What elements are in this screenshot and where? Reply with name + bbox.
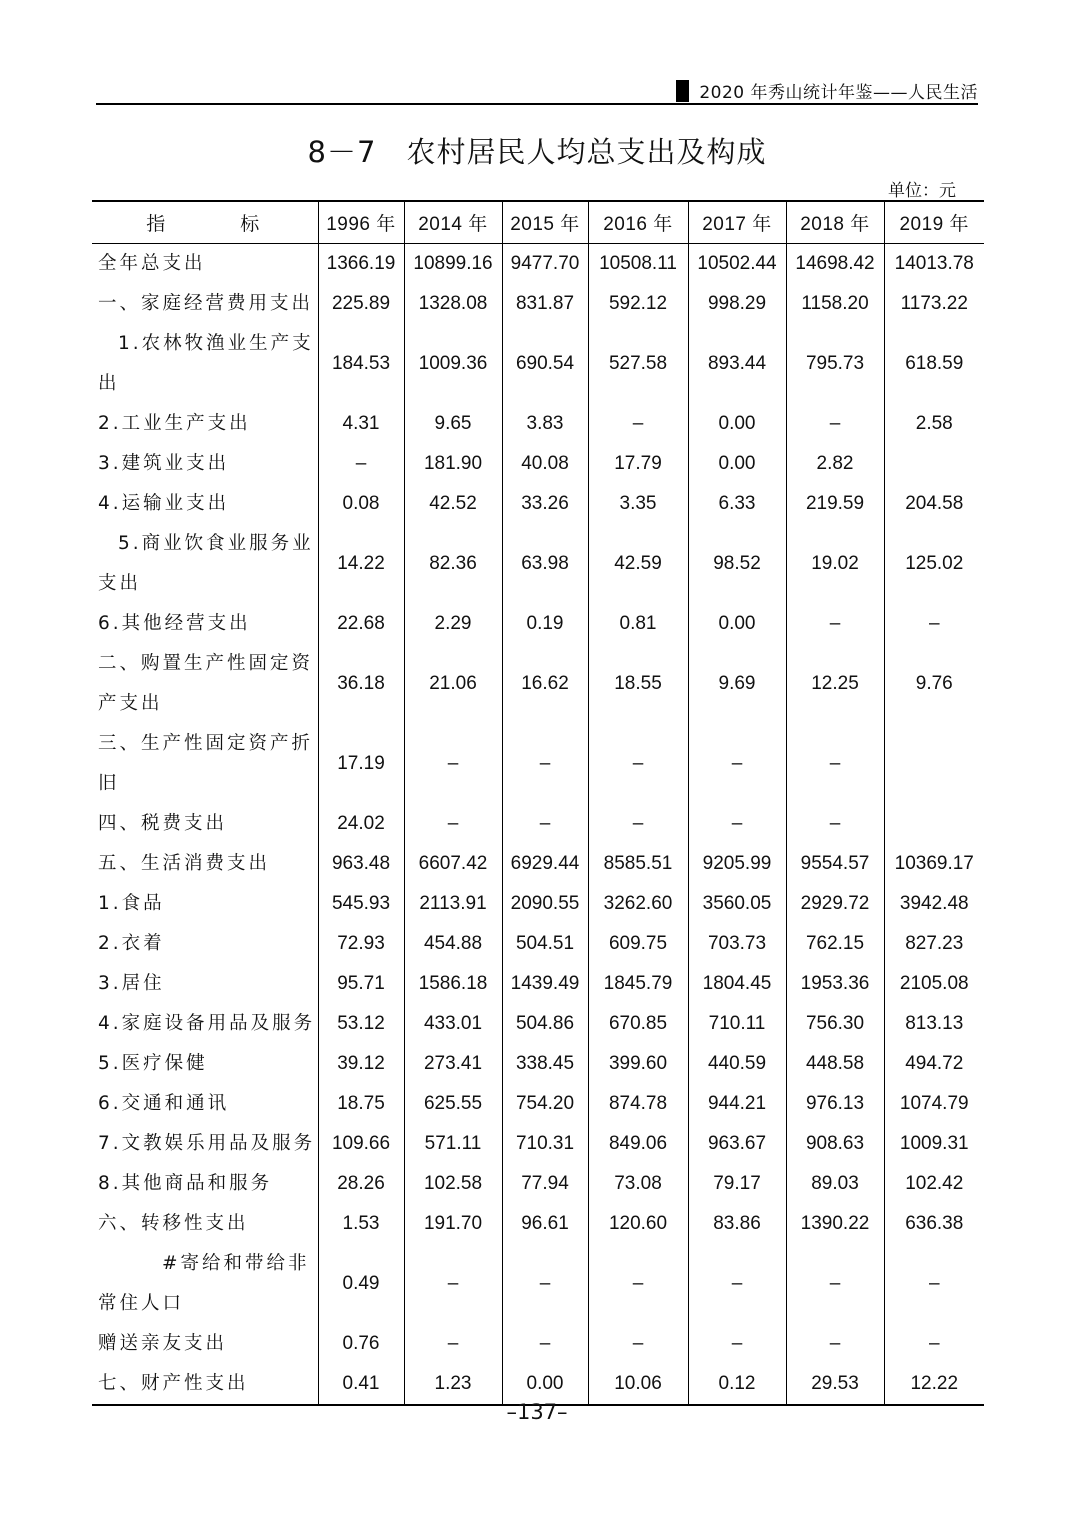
table-cell: 2.29 xyxy=(404,604,502,644)
table-cell: 2113.91 xyxy=(404,884,502,924)
running-header xyxy=(676,78,978,103)
table-cell: 63.98 xyxy=(502,524,588,604)
table-cell: 0.12 xyxy=(688,1364,786,1405)
table-cell: 102.42 xyxy=(884,1164,984,1204)
row-label: 6.交通和通讯 xyxy=(98,1092,230,1114)
table-cell: 42.59 xyxy=(588,524,688,604)
table-cell: 120.60 xyxy=(588,1204,688,1244)
table-row xyxy=(92,1084,984,1124)
table-cell: – xyxy=(786,604,884,644)
row-label: 6.其他经营支出 xyxy=(98,612,251,634)
table-cell: 102.58 xyxy=(404,1164,502,1204)
table-cell: 0.00 xyxy=(688,444,786,484)
table-cell: 39.12 xyxy=(318,1044,404,1084)
table-cell: 0.00 xyxy=(688,404,786,444)
table-cell: 813.13 xyxy=(884,1004,984,1044)
table-cell: 9554.57 xyxy=(786,844,884,884)
table-row xyxy=(92,1164,984,1204)
table-cell: 690.54 xyxy=(502,324,588,404)
row-label: #寄给和带给非常住人口 xyxy=(98,1252,310,1314)
table-cell: 0.08 xyxy=(318,484,404,524)
table-cell: 29.53 xyxy=(786,1364,884,1405)
table-row xyxy=(92,924,984,964)
table-cell: – xyxy=(404,724,502,804)
table-cell: 1845.79 xyxy=(588,964,688,1004)
table-cell xyxy=(884,444,984,484)
table-cell: 440.59 xyxy=(688,1044,786,1084)
table-cell: – xyxy=(502,804,588,844)
table-cell: 795.73 xyxy=(786,324,884,404)
table-cell: 338.45 xyxy=(502,1044,588,1084)
column-header-2016: 2016 年 xyxy=(588,201,688,243)
table-cell: 12.22 xyxy=(884,1364,984,1405)
table-cell: 754.20 xyxy=(502,1084,588,1124)
table-cell: 0.19 xyxy=(502,604,588,644)
table-cell: 9.76 xyxy=(884,644,984,724)
table-cell: 98.52 xyxy=(688,524,786,604)
table-cell: 17.19 xyxy=(318,724,404,804)
table-cell: 2.58 xyxy=(884,404,984,444)
table-cell: 24.02 xyxy=(318,804,404,844)
table-cell: 831.87 xyxy=(502,284,588,324)
table-cell: – xyxy=(786,1324,884,1364)
table-cell: – xyxy=(588,1244,688,1324)
row-label: 三、生产性固定资产折旧 xyxy=(98,732,314,794)
column-header-2018: 2018 年 xyxy=(786,201,884,243)
row-label: 1.农林牧渔业生产支出 xyxy=(98,332,314,394)
table-cell: 1586.18 xyxy=(404,964,502,1004)
table-row xyxy=(92,964,984,1004)
table-cell: 17.79 xyxy=(588,444,688,484)
table-cell: 2929.72 xyxy=(786,884,884,924)
table-cell: 18.55 xyxy=(588,644,688,724)
table-cell: 9477.70 xyxy=(502,243,588,284)
table-cell: 448.58 xyxy=(786,1044,884,1084)
table-cell: 545.93 xyxy=(318,884,404,924)
table-cell: 77.94 xyxy=(502,1164,588,1204)
table-cell: – xyxy=(318,444,404,484)
table-cell: 494.72 xyxy=(884,1044,984,1084)
table-cell: 433.01 xyxy=(404,1004,502,1044)
table-cell: 756.30 xyxy=(786,1004,884,1044)
table-cell: – xyxy=(502,1244,588,1324)
table-cell: 592.12 xyxy=(588,284,688,324)
table-cell: – xyxy=(786,724,884,804)
header-rule xyxy=(96,103,978,105)
table-cell: 908.63 xyxy=(786,1124,884,1164)
table-cell: 1.53 xyxy=(318,1204,404,1244)
table-cell: 762.15 xyxy=(786,924,884,964)
table-cell: 636.38 xyxy=(884,1204,984,1244)
table-row xyxy=(92,1324,984,1364)
table-cell: 10502.44 xyxy=(688,243,786,284)
table-cell: 3560.05 xyxy=(688,884,786,924)
table-cell: 9205.99 xyxy=(688,844,786,884)
table-cell: 95.71 xyxy=(318,964,404,1004)
table-cell: 12.25 xyxy=(786,644,884,724)
table-cell: 963.48 xyxy=(318,844,404,884)
table-cell: 19.02 xyxy=(786,524,884,604)
table-header-row xyxy=(92,201,984,243)
table-cell: 10369.17 xyxy=(884,844,984,884)
table-cell: 14013.78 xyxy=(884,243,984,284)
table-cell: – xyxy=(786,1244,884,1324)
row-label: 7.文教娱乐用品及服务 xyxy=(98,1132,316,1154)
table-cell: 504.86 xyxy=(502,1004,588,1044)
table-cell: 670.85 xyxy=(588,1004,688,1044)
table-cell: 6607.42 xyxy=(404,844,502,884)
table-cell: 6.33 xyxy=(688,484,786,524)
table-cell: 874.78 xyxy=(588,1084,688,1124)
table-cell: – xyxy=(786,804,884,844)
table-row xyxy=(92,1004,984,1044)
table-cell: – xyxy=(588,724,688,804)
table-cell: – xyxy=(502,724,588,804)
table-cell: 703.73 xyxy=(688,924,786,964)
table-row xyxy=(92,524,984,604)
table-cell: – xyxy=(786,404,884,444)
table-cell: 0.49 xyxy=(318,1244,404,1324)
table-cell: 998.29 xyxy=(688,284,786,324)
table-row xyxy=(92,1044,984,1084)
table-cell: 16.62 xyxy=(502,644,588,724)
table-row xyxy=(92,804,984,844)
row-label: 五、生活消费支出 xyxy=(98,852,271,874)
table-cell: 2105.08 xyxy=(884,964,984,1004)
table-cell: 3.83 xyxy=(502,404,588,444)
row-label: 四、税费支出 xyxy=(98,812,228,834)
table-cell: 109.66 xyxy=(318,1124,404,1164)
table-row xyxy=(92,444,984,484)
table-cell: 2.82 xyxy=(786,444,884,484)
table-row xyxy=(92,404,984,444)
table-cell: 204.58 xyxy=(884,484,984,524)
table-cell: 72.93 xyxy=(318,924,404,964)
table-cell: 571.11 xyxy=(404,1124,502,1164)
row-label: 5.商业饮食业服务业支出 xyxy=(98,532,314,594)
table-cell: 609.75 xyxy=(588,924,688,964)
table-cell: 83.86 xyxy=(688,1204,786,1244)
table-cell: – xyxy=(502,1324,588,1364)
table-cell: 9.65 xyxy=(404,404,502,444)
column-header-2015: 2015 年 xyxy=(502,201,588,243)
table-cell: 96.61 xyxy=(502,1204,588,1244)
table-cell xyxy=(884,724,984,804)
table-cell: 827.23 xyxy=(884,924,984,964)
table-cell: – xyxy=(588,404,688,444)
table-cell: 0.00 xyxy=(688,604,786,644)
table-cell: – xyxy=(404,804,502,844)
table-cell: 963.67 xyxy=(688,1124,786,1164)
row-label: 5.医疗保健 xyxy=(98,1052,208,1074)
column-header-2017: 2017 年 xyxy=(688,201,786,243)
table-cell: 1804.45 xyxy=(688,964,786,1004)
table-cell: 36.18 xyxy=(318,644,404,724)
table-cell: 893.44 xyxy=(688,324,786,404)
table-cell: 1953.36 xyxy=(786,964,884,1004)
table-cell: – xyxy=(688,1324,786,1364)
table-cell: 184.53 xyxy=(318,324,404,404)
table-cell: 14698.42 xyxy=(786,243,884,284)
table-row xyxy=(92,284,984,324)
table-cell: 944.21 xyxy=(688,1084,786,1124)
table-cell: 3262.60 xyxy=(588,884,688,924)
table-cell: 82.36 xyxy=(404,524,502,604)
row-label: 二、购置生产性固定资产支出 xyxy=(98,652,314,714)
table-cell: 10.06 xyxy=(588,1364,688,1405)
table-cell: 504.51 xyxy=(502,924,588,964)
table-cell: – xyxy=(588,804,688,844)
table-cell: 618.59 xyxy=(884,324,984,404)
table-cell: – xyxy=(404,1244,502,1324)
table-cell: 1366.19 xyxy=(318,243,404,284)
row-label: 全年总支出 xyxy=(98,252,206,274)
table-cell: 9.69 xyxy=(688,644,786,724)
table-cell: 1074.79 xyxy=(884,1084,984,1124)
table-row xyxy=(92,644,984,724)
table-cell: 22.68 xyxy=(318,604,404,644)
table-cell: 1158.20 xyxy=(786,284,884,324)
table-cell: 6929.44 xyxy=(502,844,588,884)
row-label: 2.衣着 xyxy=(98,932,165,954)
table-cell: 710.11 xyxy=(688,1004,786,1044)
table-cell: 1173.22 xyxy=(884,284,984,324)
table-cell: 1390.22 xyxy=(786,1204,884,1244)
table-cell: 710.31 xyxy=(502,1124,588,1164)
table-cell: – xyxy=(588,1324,688,1364)
table-cell: – xyxy=(884,1324,984,1364)
table-row xyxy=(92,604,984,644)
table-cell: – xyxy=(884,604,984,644)
page-number: –137– xyxy=(506,1400,568,1424)
table-cell: 273.41 xyxy=(404,1044,502,1084)
table-cell: – xyxy=(688,804,786,844)
table-cell: 181.90 xyxy=(404,444,502,484)
table-cell: 18.75 xyxy=(318,1084,404,1124)
row-label: 4.运输业支出 xyxy=(98,492,230,514)
column-header-1996: 1996 年 xyxy=(318,201,404,243)
table-cell: 33.26 xyxy=(502,484,588,524)
table-cell: 225.89 xyxy=(318,284,404,324)
table-cell: 527.58 xyxy=(588,324,688,404)
row-label: 六、转移性支出 xyxy=(98,1212,249,1234)
table-cell: 79.17 xyxy=(688,1164,786,1204)
table-cell: 976.13 xyxy=(786,1084,884,1124)
column-header-2014: 2014 年 xyxy=(404,201,502,243)
table-cell xyxy=(884,804,984,844)
table-cell: 40.08 xyxy=(502,444,588,484)
table-row xyxy=(92,324,984,404)
table-cell: 1439.49 xyxy=(502,964,588,1004)
table-cell: 125.02 xyxy=(884,524,984,604)
table-cell: 14.22 xyxy=(318,524,404,604)
table-cell: 0.41 xyxy=(318,1364,404,1405)
running-title: 2020 年秀山统计年鉴——人民生活 xyxy=(699,83,978,103)
table-row xyxy=(92,243,984,284)
table-cell: 1009.31 xyxy=(884,1124,984,1164)
table-cell: 10899.16 xyxy=(404,243,502,284)
row-label: 8.其他商品和服务 xyxy=(98,1172,273,1194)
table-cell: 0.00 xyxy=(502,1364,588,1405)
row-label: 一、家庭经营费用支出 xyxy=(98,292,314,314)
table-cell: – xyxy=(688,724,786,804)
column-header-2019: 2019 年 xyxy=(884,201,984,243)
table-cell: 3.35 xyxy=(588,484,688,524)
row-label: 2.工业生产支出 xyxy=(98,412,251,434)
unit-note: 单位：元 xyxy=(888,181,956,201)
table-cell: 191.70 xyxy=(404,1204,502,1244)
page-title: 8－7 农村居民人均总支出及构成 xyxy=(307,135,767,169)
table-cell: 399.60 xyxy=(588,1044,688,1084)
row-label: 七、财产性支出 xyxy=(92,1364,318,1405)
table-cell: – xyxy=(688,1244,786,1324)
table-cell: 2090.55 xyxy=(502,884,588,924)
table-cell: 0.76 xyxy=(318,1324,404,1364)
table-cell: – xyxy=(404,1324,502,1364)
table-cell: 42.52 xyxy=(404,484,502,524)
table-cell: 28.26 xyxy=(318,1164,404,1204)
column-header-indicator: 指 标 xyxy=(92,201,318,243)
table-row xyxy=(92,1124,984,1164)
table-row xyxy=(92,1364,984,1405)
table-cell: 219.59 xyxy=(786,484,884,524)
row-label: 3.居住 xyxy=(98,972,165,994)
table-cell: 21.06 xyxy=(404,644,502,724)
table-cell: 1328.08 xyxy=(404,284,502,324)
table-cell: 89.03 xyxy=(786,1164,884,1204)
table-cell: 3942.48 xyxy=(884,884,984,924)
row-label: 3.建筑业支出 xyxy=(98,452,230,474)
table-cell: 0.81 xyxy=(588,604,688,644)
table-cell: 4.31 xyxy=(318,404,404,444)
table-cell: 849.06 xyxy=(588,1124,688,1164)
table-row xyxy=(92,724,984,804)
table-cell: 1.23 xyxy=(404,1364,502,1405)
table-row xyxy=(92,1204,984,1244)
table-cell: 1009.36 xyxy=(404,324,502,404)
row-label: 1.食品 xyxy=(98,892,165,914)
table-row xyxy=(92,884,984,924)
header-marker-block xyxy=(676,80,689,102)
row-label: 赠送亲友支出 xyxy=(98,1332,228,1354)
expenditure-table xyxy=(92,200,984,1406)
table-row xyxy=(92,1244,984,1324)
table-cell: 53.12 xyxy=(318,1004,404,1044)
table-cell: 10508.11 xyxy=(588,243,688,284)
table-cell: 8585.51 xyxy=(588,844,688,884)
table-cell: 73.08 xyxy=(588,1164,688,1204)
table-cell: 625.55 xyxy=(404,1084,502,1124)
table-cell: 454.88 xyxy=(404,924,502,964)
row-label: 4.家庭设备用品及服务 xyxy=(98,1012,316,1034)
table-row xyxy=(92,484,984,524)
table-cell: – xyxy=(884,1244,984,1324)
table-row xyxy=(92,844,984,884)
